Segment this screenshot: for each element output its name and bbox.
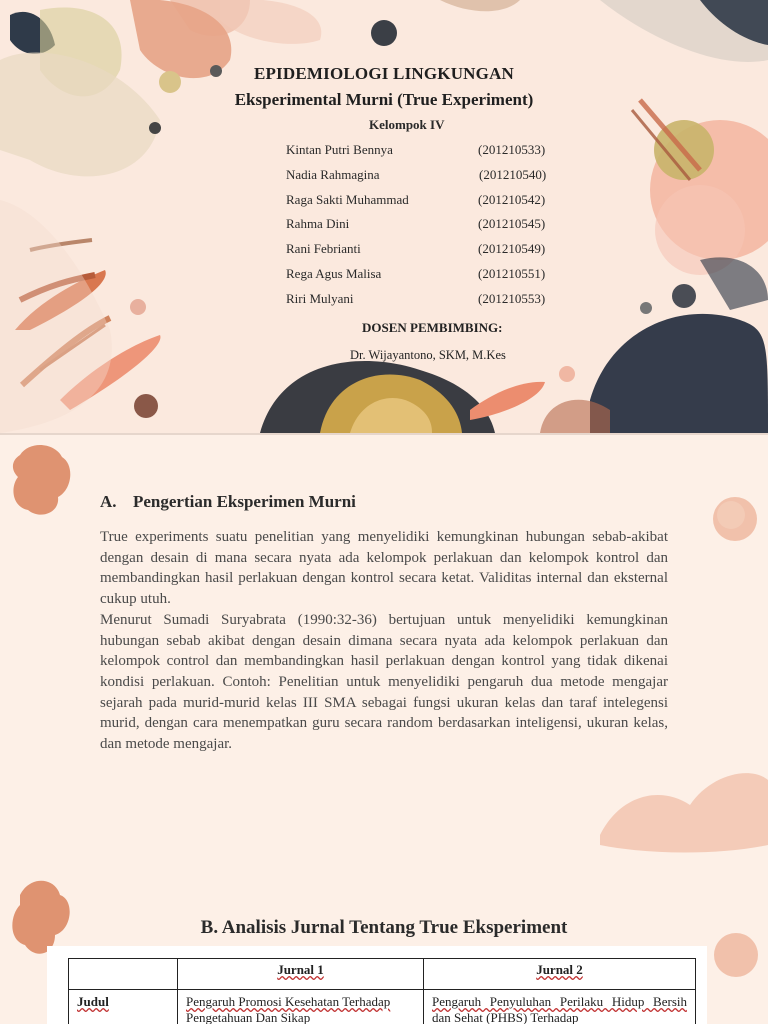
group-label: Kelompok IV xyxy=(369,117,445,132)
member-nim: (201210545) xyxy=(478,216,546,232)
member-row xyxy=(286,216,586,241)
member-row xyxy=(286,142,586,167)
paragraph: True experiments suatu penelitian yang menyelidiki kemungkinan hubungan sebab-akibat dengan desain di mana secara nyata ada kelompok perlakuan dan kelompok kontrol dan membandingkan hasil perlakuan dengan kontrol secara ketat. Validitas internal dan eksternal cukup utuh. xyxy=(100,529,668,608)
table-header-row xyxy=(69,959,696,990)
advisor-name: Dr. Wijayantono, SKM, M.Kes xyxy=(350,348,506,362)
member-name: Kintan Putri Bennya xyxy=(286,142,393,157)
member-row xyxy=(286,266,586,291)
section-b-heading: B. Analisis Jurnal Tentang True Eksperiment xyxy=(200,917,568,938)
member-nim: (201210540) xyxy=(479,166,547,182)
cover-page xyxy=(0,0,768,433)
member-row xyxy=(286,291,586,316)
journal-table xyxy=(68,958,696,1024)
section-a-body xyxy=(100,527,668,755)
row-label: Judul xyxy=(69,990,178,1024)
member-name: Raga Sakti Muhammad xyxy=(286,191,409,207)
journal-table-container xyxy=(47,946,707,1024)
cover-subtitle: Eksperimental Murni (True Experiment) xyxy=(234,90,534,109)
member-nim: (201210551) xyxy=(478,265,546,281)
table-header-cell: Jurnal 2 xyxy=(424,959,696,990)
section-a-heading xyxy=(100,492,356,512)
member-name: Rani Febrianti xyxy=(286,241,361,257)
member-row xyxy=(286,192,586,217)
table-row xyxy=(69,990,696,1024)
member-nim: (201210533) xyxy=(478,142,546,157)
member-row xyxy=(286,167,586,192)
member-list xyxy=(286,142,586,316)
section-a-title: Pengertian Eksperimen Murni xyxy=(133,492,356,511)
section-a-number: A. xyxy=(100,492,117,511)
table-header-cell xyxy=(69,959,178,990)
member-row xyxy=(286,241,586,266)
member-name: Rega Agus Malisa xyxy=(286,265,382,281)
member-name: Riri Mulyani xyxy=(286,290,354,306)
member-nim: (201210553) xyxy=(478,290,546,306)
table-cell: Pengaruh Penyuluhan Perilaku Hidup Bersih dan Sehat (PHBS) Terhadap xyxy=(424,990,696,1024)
table-cell: Pengaruh Promosi Kesehatan Terhadap Pengetahuan Dan Sikap xyxy=(178,990,424,1024)
member-name: Nadia Rahmagina xyxy=(286,166,380,182)
table-header-cell: Jurnal 1 xyxy=(178,959,424,990)
member-nim: (201210542) xyxy=(478,191,546,207)
member-nim: (201210549) xyxy=(478,241,546,257)
paragraph: Menurut Sumadi Suryabrata (1990:32-36) bertujuan untuk menyelidiki kemungkinan hubungan sebab akibat dengan desain dimana secara nyata ada kelompok perlakuan dan kelompok control dan membandingkan hasil perlakuan dengan kontrol yang tidak dikenai kondisi perlakuan. Contoh: Penelitian untuk menyelidiki pengaruh dua metode mengajar sejarah pada murid-murid kelas III SMA sebagai fungsi ukuran kelas dan taraf intelegensi murid, dengan cara menempatkan guru secara random berdasarkan inteligensi, ukuran kelas, dan metode mengajar. xyxy=(100,611,668,753)
content-page xyxy=(0,435,768,1024)
member-name: Rahma Dini xyxy=(286,216,350,232)
cover-title: EPIDEMIOLOGI LINGKUNGAN xyxy=(253,64,515,83)
advisor-label: DOSEN PEMBIMBING: xyxy=(362,320,503,335)
